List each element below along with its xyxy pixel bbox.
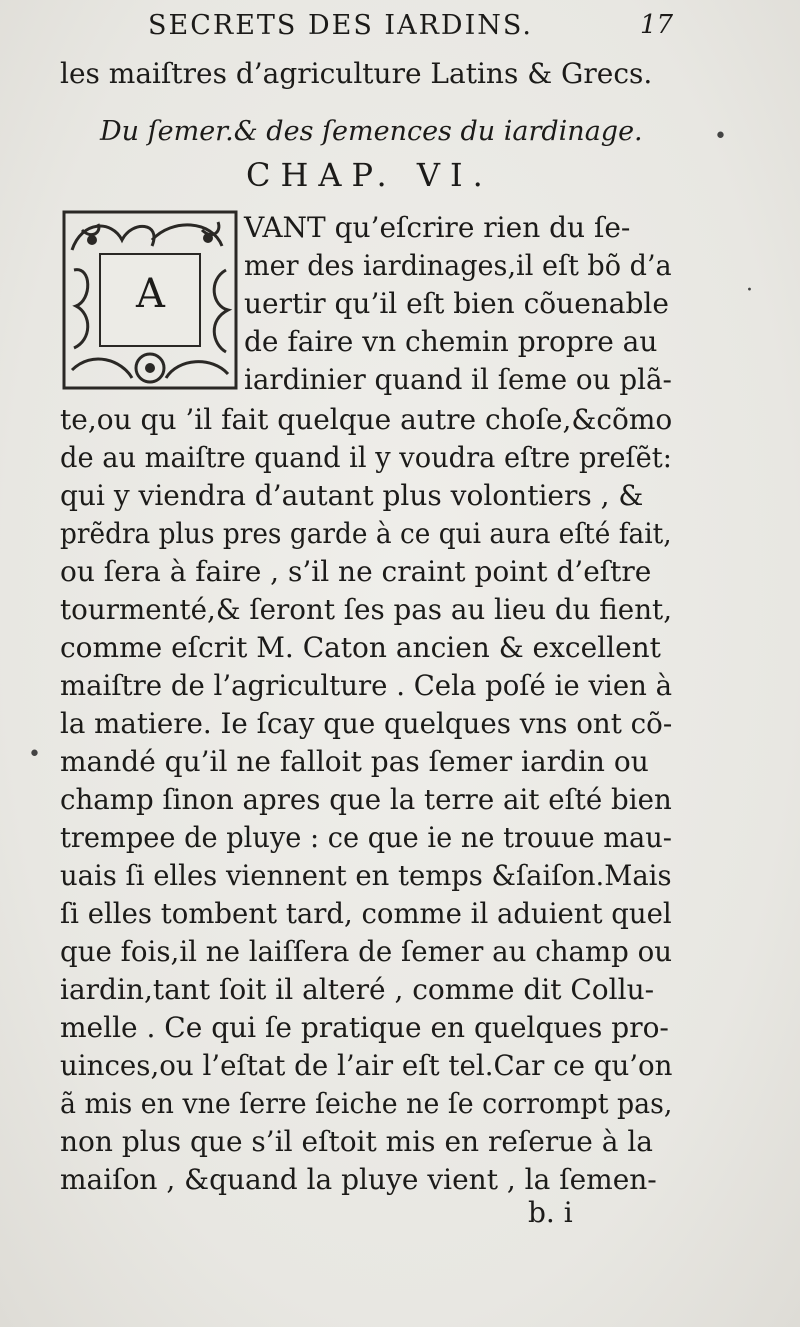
margin-mark: · <box>746 278 753 303</box>
text-line: uertir qu’il eſt bien cõuenable <box>244 287 669 320</box>
text-line: iardinier quand il ſeme ou plã- <box>244 363 672 396</box>
text-line: maiſon , &quand la pluye vient , la ſemen- <box>60 1163 657 1196</box>
text-line: ou ſera à faire , s’il ne craint point d’eſtre <box>60 555 652 588</box>
section-subtitle: Du ſemer.& des ſemences du iardinage. <box>100 116 643 147</box>
text-line: VANT qu’eſcrire rien du ſe- <box>244 211 631 244</box>
text-line: melle . Ce qui ſe pratique en quelques pro- <box>60 1011 669 1044</box>
signature-mark: b. i <box>528 1196 573 1229</box>
text-line: uinces,ou l’eſtat de l’air eſt tel.Car ce qu’on <box>60 1049 673 1082</box>
text-line: prẽdra plus pres garde à ce qui aura eſté fait, <box>60 517 672 550</box>
text-line: de faire vn chemin propre au <box>244 325 658 358</box>
chapter-heading: CHAP. VI. <box>246 156 493 194</box>
text-line: tourmenté,& ſeront ſes pas au lieu du fient, <box>60 593 673 626</box>
text-line: champ ſinon apres que la terre ait eſté bien <box>60 783 672 816</box>
text-line: uais ſi elles viennent en temps &ſaiſon.Mais <box>60 859 672 892</box>
text-line: mer des iardinages,il eſt bõ d’a <box>244 249 672 282</box>
margin-mark: • <box>28 742 41 767</box>
running-title: SECRETS DES IARDINS. <box>148 10 533 41</box>
margin-mark: • <box>714 124 727 149</box>
text-line: mandé qu’il ne falloit pas ſemer iardin ou <box>60 745 649 778</box>
text-line: comme eſcrit M. Caton ancien & excellent <box>60 631 661 664</box>
text-line: te,ou qu ’il fait quelque autre choſe,&cõmo <box>60 403 673 436</box>
text-line: iardin,tant ſoit il alteré , comme dit Collu- <box>60 973 655 1006</box>
text-line: la matiere. Ie ſcay que quelques vns ont cõ- <box>60 707 673 740</box>
text-line: trempee de pluye : ce que ie ne trouue mau- <box>60 821 672 854</box>
first-text-line: les maiſtres d’agriculture Latins & Grecs. <box>60 57 653 90</box>
text-line: ſi elles tombent tard, comme il aduient quel <box>60 897 672 930</box>
drop-cap-letter: A <box>136 271 165 317</box>
page-header <box>0 8 800 48</box>
text-line: que fois,il ne laiſſera de ſemer au champ ou <box>60 935 673 968</box>
text-line: qui y viendra d’autant plus volontiers , & <box>60 479 644 512</box>
page-number: 17 <box>640 10 674 40</box>
text-line: ã mis en vne ſerre ſeiche ne ſe corrompt pas, <box>60 1087 673 1120</box>
text-line: non plus que s’il eſtoit mis en reſerue à la <box>60 1125 653 1158</box>
text-line: maiſtre de l’agriculture . Cela poſé ie vien à <box>60 669 673 702</box>
text-line: de au maiſtre quand il y voudra eſtre preſẽt: <box>60 441 672 474</box>
